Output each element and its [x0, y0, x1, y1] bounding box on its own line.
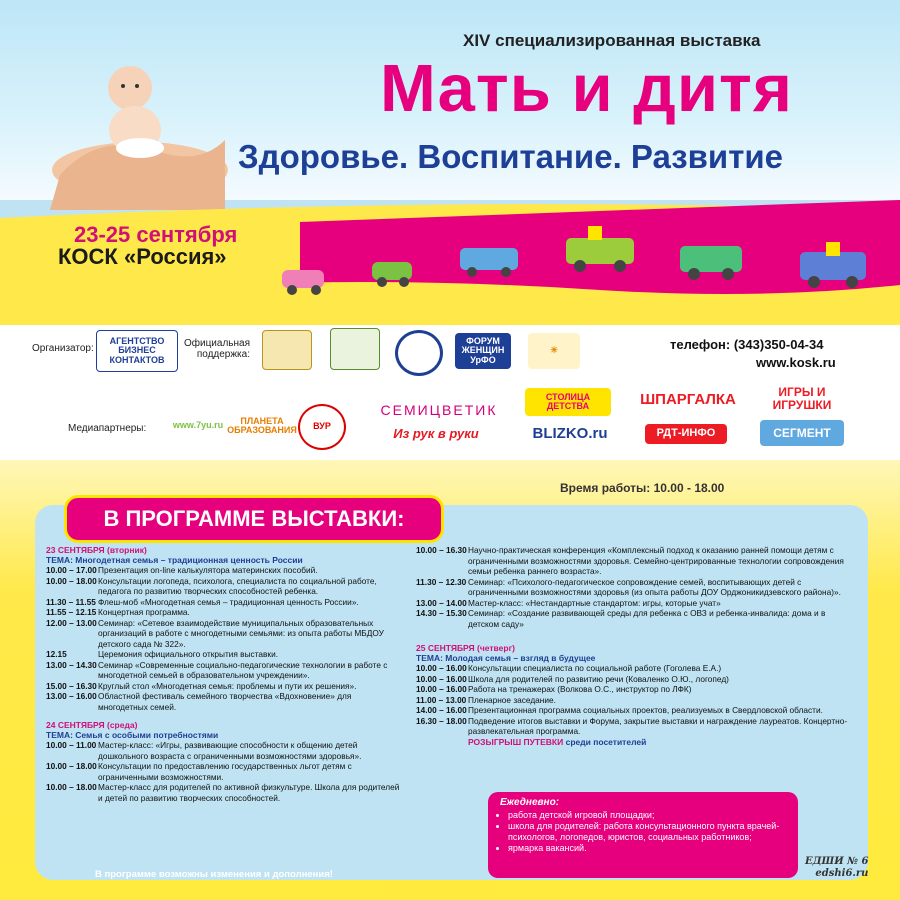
program-row	[46, 649, 401, 660]
program-row	[416, 695, 856, 706]
program-column-right	[416, 545, 856, 747]
media-blizko-logo: BLIZKO.ru	[532, 425, 608, 443]
website-link[interactable]: www.kosk.ru	[756, 355, 836, 370]
program-row	[416, 577, 856, 598]
program-title: В ПРОГРАММЕ ВЫСТАВКИ:	[64, 495, 444, 543]
watermark	[805, 856, 868, 880]
baby-hands-illustration	[40, 60, 230, 210]
program-time: 10.00 – 18.00	[46, 575, 97, 586]
program-text: Областной фестиваль семейного творчества «Вдохновение» для многодетных семей.	[98, 691, 352, 712]
list-item: • работа детской игровой площадки;	[508, 810, 798, 821]
program-row	[46, 618, 401, 650]
program-text: Флеш-моб «Многодетная семья – традиционная ценность России».	[98, 596, 359, 607]
program-text: Мастер-класс: «Игры, развивающие способности к общению детей дошкольного возраста с ограниченными возможностями здоровья».	[98, 740, 362, 761]
program-row	[46, 597, 401, 608]
tagline: Здоровье. Воспитание. Развитие	[238, 138, 784, 175]
media-planeta-logo: ПЛАНЕТА ОБРАЗОВАНИЯ	[236, 402, 288, 450]
day-theme: ТЕМА: Семья с особыми потребностями	[46, 730, 219, 740]
program-row	[46, 660, 401, 681]
program-time: 10.00 – 16.00	[416, 663, 467, 673]
changes-note: В программе возможны изменения и дополнения!	[95, 869, 333, 880]
lottery-label: РОЗЫГРЫШ ПУТЕВКИ	[468, 736, 564, 747]
program-text: Церемония официального открытия выставки.	[98, 649, 279, 659]
program-text: Консультации специалиста по социальной работе (Гоголева Е.А.)	[468, 663, 722, 673]
program-time: 10.00 – 16.00	[416, 684, 467, 694]
program-text: Семинар: «Сетевое взаимодействие муниципальных образовательных организаций в работе с многодетными семьями: из опыта работы МБДОУ детского сада № 322».	[98, 617, 384, 649]
day-heading: 25 СЕНТЯБРЯ (четверг)	[416, 643, 515, 653]
day-heading: 23 СЕНТЯБРЯ (вторник)	[46, 545, 147, 555]
list-item: • ярмарка вакансий.	[508, 843, 798, 854]
sun-logo-icon: ☀	[528, 333, 580, 369]
program-time: 13.00 – 14.30	[46, 659, 97, 670]
organizer-label: Организатор:	[32, 343, 94, 354]
program-time: 14.30 – 15.30	[416, 608, 467, 618]
program-time: 10.00 – 17.00	[46, 565, 97, 575]
program-row	[416, 716, 856, 737]
day-theme: ТЕМА: Молодая семья – взгляд в будущее	[416, 653, 596, 663]
program-text: Работа на тренажерах (Волкова О.С., инструктор по ЛФК)	[468, 684, 692, 694]
coat-of-arms-icon	[262, 330, 312, 370]
program-time: 13.00 – 16.00	[46, 691, 97, 701]
program-row	[46, 576, 401, 597]
program-row	[416, 545, 856, 577]
media-7yu-logo: www.7yu.ru	[170, 402, 226, 450]
event-venue: КОСК «Россия»	[58, 244, 227, 269]
program-row	[416, 684, 856, 695]
media-segment-logo: СЕГМЕНТ	[760, 420, 844, 446]
program-time: 10.00 – 16.00	[416, 673, 467, 684]
program-row	[46, 740, 401, 761]
daily-list	[488, 810, 798, 854]
program-row	[416, 705, 856, 716]
program-text: Семинар: «Психолого-педагогическое сопровождение семей, воспитывающих детей с ограниченными возможностями здоровья (из опыта работы ДОУ Орджоникидзевского района)».	[468, 576, 841, 597]
program-text: Концертная программа.	[98, 607, 190, 617]
media-shpargalka-logo: ШПАРГАЛКА	[640, 391, 736, 409]
media-igry-logo: ИГРЫ И ИГРУШКИ	[772, 385, 832, 412]
program-time: 11.00 – 13.00	[416, 694, 467, 705]
program-row	[416, 663, 856, 674]
coat-of-arms-icon	[330, 328, 380, 370]
program-row	[416, 608, 856, 629]
program-time: 13.00 – 14.00	[416, 597, 467, 608]
daily-activities-box	[488, 792, 798, 878]
daily-title: Ежедневно:	[500, 797, 560, 808]
program-text: Семинар: «Создание развивающей среды для ребенка с ОВЗ и ребенка-инвалида: дома и в детском саду»	[468, 608, 826, 629]
program-text: Презентация on-line калькулятора материнских пособий.	[98, 565, 318, 575]
program-time: 14.00 – 16.00	[416, 705, 467, 715]
program-row	[416, 674, 856, 685]
program-text: Консультации по предоставлению государственных льгот детям с ограниченными возможностями.	[98, 761, 352, 782]
program-time: 11.30 – 11.55	[46, 596, 96, 607]
program-row	[46, 782, 401, 803]
program-text: Мастер-класс: «Нестандартные стандартом: игры, которые учат»	[468, 597, 721, 608]
program-column-left	[46, 545, 401, 803]
round-logo-icon	[395, 330, 443, 376]
program-time: 10.00 – 18.00	[46, 761, 97, 771]
program-row	[46, 565, 401, 576]
program-text: Круглый стол «Многодетная семья: проблемы и пути их решения».	[98, 680, 357, 691]
program-text: Школа для родителей по развитию речи (Коваленко О.Ю., логопед)	[468, 673, 729, 684]
program-time: 10.00 – 18.00	[46, 782, 97, 792]
event-dates: 23-25 сентября	[74, 222, 238, 247]
program-text: Мастер-класс для родителей по активной физкультуре. Школа для родителей и детей по развитию творческих способностей.	[98, 782, 400, 803]
program-row	[46, 761, 401, 782]
program-row	[46, 607, 401, 618]
program-text: Консультации логопеда, психолога, специалиста по социальной работе, педагога по развитию творческих способностей ребенка.	[98, 575, 377, 596]
program-time: 12.15	[46, 649, 67, 659]
media-izruk-logo: Из рук в руки	[393, 426, 479, 442]
media-rdt-logo: РДТ-ИНФО	[645, 424, 727, 444]
day-heading: 24 СЕНТЯБРЯ (среда)	[46, 720, 138, 730]
program-text: Подведение итогов выставки и Форума, закрытие выставки и награждение лауреатов. Концертно-развлекательная программа.	[468, 715, 848, 736]
program-text: Пленарное заседание.	[468, 694, 556, 705]
organizer-logo: АГЕНТСТВО БИЗНЕС КОНТАКТОВ	[96, 330, 178, 372]
media-label: Медиапартнеры:	[68, 423, 147, 434]
phone-number: телефон: (343)350-04-34	[670, 337, 824, 352]
page-title: Мать и дитя	[380, 51, 793, 126]
program-time: 10.00 – 11.00	[46, 740, 97, 750]
media-semicvetik-logo: СЕМИЦВЕТИК	[380, 401, 498, 418]
program-time: 11.30 – 12.30	[416, 576, 467, 587]
opening-hours: Время работы: 10.00 - 18.00	[560, 481, 725, 495]
lottery-suffix: среди посетителей	[565, 736, 647, 747]
lottery-announcement	[416, 737, 856, 747]
program-time: 10.00 – 16.30	[416, 545, 467, 555]
day-theme: ТЕМА: Многодетная семья – традиционная ценность России	[46, 555, 303, 565]
program-row	[416, 598, 856, 609]
exhibition-subtitle: XIV специализированная выставка	[463, 31, 761, 50]
program-text: Научно-практическая конференция «Комплексный подход к оказанию ранней помощи детям с ограниченными возможностями здоровья. Семейно-центрированные технологии сопровождения семьи ребенка раннего возраста».	[468, 545, 844, 576]
media-vur-logo: ВУР	[298, 404, 346, 450]
program-time: 12.00 – 13.00	[46, 617, 97, 628]
program-time: 15.00 – 16.30	[46, 680, 97, 691]
program-row	[46, 681, 401, 692]
program-text: Презентационная программа социальных проектов, реализуемых в Свердловской области.	[468, 705, 823, 715]
media-stolica-logo: СТОЛИЦА ДЕТСТВА	[525, 388, 611, 416]
program-time: 16.30 – 18.00	[416, 715, 467, 726]
forum-logo: ФОРУМ ЖЕНЩИН УрФО	[455, 333, 511, 369]
support-label: Официальная поддержка:	[183, 338, 250, 360]
list-item: • школа для родителей: работа консультационного пункта врачей-психологов, логопедов, юристов, социальных работников;	[508, 821, 798, 843]
program-row	[46, 691, 401, 712]
program-text: Семинар «Современные социально-педагогические технологии в работе с многодетной семьей в образовательном учреждении».	[98, 659, 388, 680]
watermark-line2: edshi6.ru	[815, 868, 869, 879]
watermark-line1: ЕДШИ № 6	[805, 856, 869, 867]
program-time: 11.55 – 12.15	[46, 607, 97, 617]
